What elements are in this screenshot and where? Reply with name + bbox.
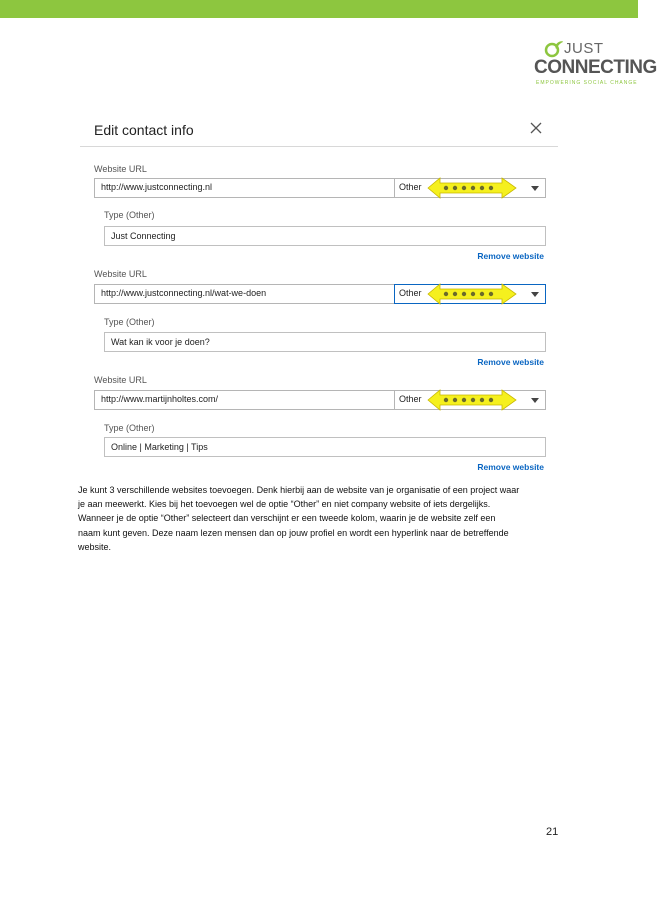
arrow-annotation-icon [428, 282, 516, 306]
type-label: Type (Other) [104, 317, 155, 327]
website-type-select[interactable]: Other [394, 284, 546, 304]
body-line: Je kunt 3 verschillende websites toevoegen. Denk hierbij aan de website van je organisatie of een project waar [78, 485, 520, 495]
remove-website-link[interactable]: Remove website [477, 357, 544, 367]
logo-just: JUST [564, 40, 604, 57]
arrow-annotation-icon [428, 388, 516, 412]
edit-contact-dialog [80, 112, 558, 476]
website-url-input[interactable]: http://www.justconnecting.nl/wat-we-doen [94, 284, 396, 304]
chevron-down-icon [531, 398, 539, 403]
type-label: Type (Other) [104, 210, 155, 220]
website-name-input[interactable]: Just Connecting [104, 226, 546, 246]
just-connecting-logo [532, 40, 657, 90]
type-label: Type (Other) [104, 423, 155, 433]
website-url-label: Website URL [94, 375, 147, 385]
page-number: 21 [546, 826, 559, 838]
top-green-bar [0, 0, 638, 18]
website-name-input[interactable]: Online | Marketing | Tips [104, 437, 546, 457]
website-url-label: Website URL [94, 164, 147, 174]
logo-connecting: CONNECTING [534, 57, 657, 78]
website-type-select[interactable]: Other [394, 178, 546, 198]
arrow-annotation-icon [428, 176, 516, 200]
body-paragraph [78, 483, 566, 554]
body-line: website. [78, 541, 112, 552]
website-name-input[interactable]: Wat kan ik voor je doen? [104, 332, 546, 352]
dialog-divider [80, 146, 558, 147]
chevron-down-icon [531, 292, 539, 297]
close-icon[interactable] [528, 120, 544, 136]
website-type-select[interactable]: Other [394, 390, 546, 410]
website-url-label: Website URL [94, 269, 147, 279]
body-line: naam kunt geven. Deze naam lezen mensen dan op jouw profiel en wordt een hyperlink naar de betreffende [78, 527, 509, 538]
website-url-input[interactable]: http://www.justconnecting.nl [94, 178, 396, 198]
logo-tagline: EMPOWERING SOCIAL CHANGE [536, 80, 638, 86]
body-line: je aan meewerkt. Kies bij het toevoegen wel de optie “Other” en niet company website of iets dergelijks. [78, 499, 491, 510]
dialog-title: Edit contact info [94, 122, 194, 138]
chevron-down-icon [531, 186, 539, 191]
body-line: Wanneer je de optie “Other” selecteert dan verschijnt er een tweede kolom, waarin je de website zelf een [78, 513, 496, 524]
remove-website-link[interactable]: Remove website [477, 251, 544, 261]
remove-website-link[interactable]: Remove website [477, 462, 544, 472]
website-url-input[interactable]: http://www.martijnholtes.com/ [94, 390, 396, 410]
leaf-icon [544, 40, 564, 58]
